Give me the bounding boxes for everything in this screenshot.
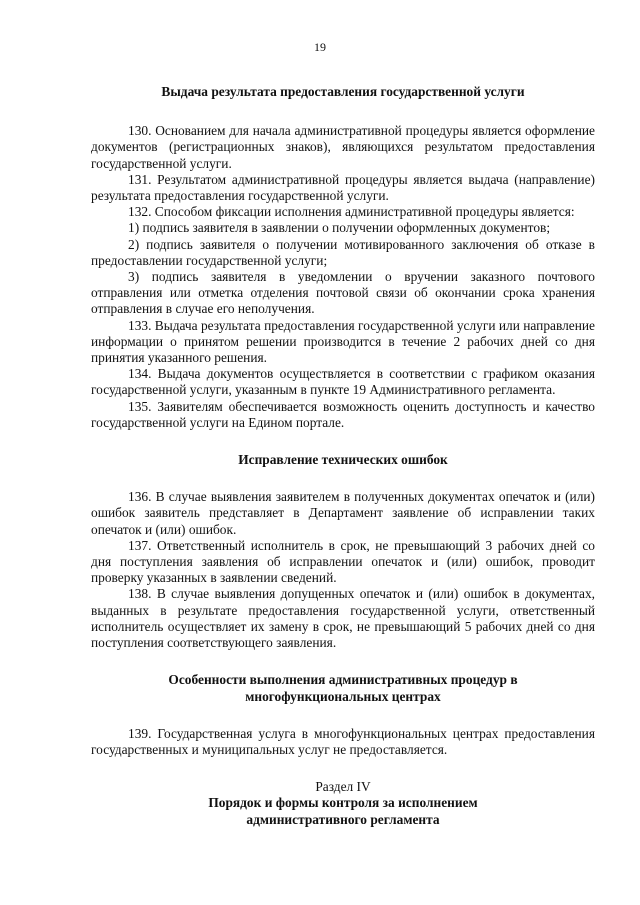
paragraph-130: 130. Основанием для начала административной процедуры является оформление документов (регистрационных знаков), являющихся результатом предоставления государственной услуги. [91, 123, 595, 171]
paragraph-134: 134. Выдача документов осуществляется в соответствии с графиком оказания государственной услуги, указанным в пункте 19 Административного регламента. [91, 366, 595, 398]
section-heading-control-line2: административного регламента [246, 811, 440, 827]
paragraph-136: 136. В случае выявления заявителем в полученных документах опечаток и (или) ошибок заявитель представляет в Департамент заявление об исправлении таких опечаток и (или) ошибок. [91, 489, 595, 537]
paragraph-139: 139. Государственная услуга в многофункциональных центрах предоставления государственных и муниципальных услуг не предоставляется. [91, 725, 595, 757]
list-item-2: 2) подпись заявителя о получении мотивированного заключения об отказе в предоставлении государственной услуги; [91, 236, 595, 268]
paragraph-133: 133. Выдача результата предоставления государственной услуги или направление информации о принятом решении производится в течение 2 рабочих дней со дня принятия указанного решения. [91, 317, 596, 366]
paragraph-138: 138. В случае выявления допущенных опечаток и (или) ошибок в документах, выданных в результате предоставления государственной услуги, ответственный исполнитель осуществляет их замену в срок, не превышающий 5 рабочих дней со дня поступления соответствующего заявления. [91, 586, 595, 651]
section-heading-mfc-line2: многофункциональных центрах [245, 688, 441, 704]
list-item-1: 1) подпись заявителя в заявлении о получении оформленных документов; [128, 220, 551, 236]
paragraph-132: 132. Способом фиксации исполнения административной процедуры является: [128, 204, 575, 220]
document-body [91, 84, 595, 828]
section-heading-mfc-line1: Особенности выполнения административных процедур в [168, 672, 518, 688]
section-label: Раздел IV [315, 779, 371, 795]
section-heading-technical-errors: Исправление технических ошибок [238, 452, 448, 468]
list-item-3: 3) подпись заявителя в уведомлении о вручении заказного почтового отправления или отметка отделения почтовой связи об окончании срока хранения отправления в случае его неполучения. [91, 269, 595, 317]
section-heading-control-line1: Порядок и формы контроля за исполнением [208, 795, 478, 811]
paragraph-137: 137. Ответственный исполнитель в срок, не превышающий 3 рабочих дней со дня поступления заявления об исправлении опечаток и (или) ошибок, проводит проверку указанных в заявлении сведений. [91, 537, 595, 586]
paragraph-131: 131. Результатом административной процедуры является выдача (направление) результата предоставления государственной услуги. [91, 171, 595, 204]
page-number: 19 [314, 40, 326, 54]
paragraph-135: 135. Заявителям обеспечивается возможность оценить доступность и качество государственной услуги на Едином портале. [91, 398, 595, 430]
section-heading-result-issuance: Выдача результата предоставления государственной услуги [161, 84, 525, 99]
